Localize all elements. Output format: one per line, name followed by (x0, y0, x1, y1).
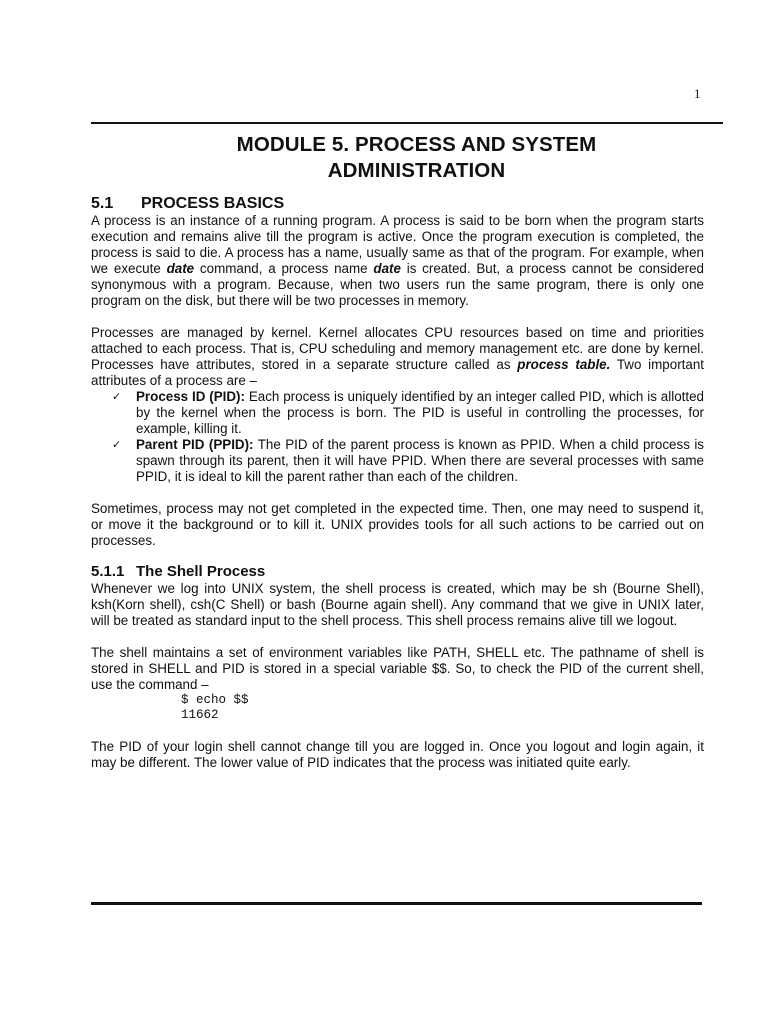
definition-ppid: The PID of the parent process is known as PPID. When a child process is spawn through its parent, then it will have PPID. When there are several processes with same PPID, it is ideal to kill the parent rather than each of the children. (136, 437, 704, 484)
text-run: Two important attributes of a process are – (91, 357, 704, 388)
module-title-line1: MODULE 5. PROCESS AND SYSTEM (236, 133, 597, 156)
text-run: Processes are managed by kernel. Kernel allocates CPU resources based on time and priorities attached to each process. That is, CPU scheduling and memory management etc. are done by kernel. Processes have attributes, stored in a separate structure called as (91, 325, 704, 372)
section-title: The Shell Process (136, 563, 266, 580)
emphasis-date: date (166, 261, 195, 276)
list-item-ppid (112, 437, 704, 485)
paragraph-process-definition (91, 213, 704, 309)
code-command: $ echo $$ (181, 693, 249, 707)
section-title: PROCESS BASICS (141, 195, 285, 212)
text-run: A process is an instance of a running program. A process is said to be born when the program starts execution and remains alive till the program is active. Once the program execution is completed, the process is said to die. A process has a name, usually same as that of the program. For example, when we execute (91, 213, 704, 276)
text-run: command, a process name (194, 261, 374, 276)
paragraph-shell-process: Whenever we log into UNIX system, the shell process is created, which may be sh (Bourne Shell), ksh(Korn shell), csh(C Shell) or bash (Bourne again shell). Any command that we give in UNIX later, will be treated as standard input to the shell process. This shell process remains alive till we logout. (91, 581, 704, 628)
section-number: 5.1 (91, 195, 114, 212)
code-output: 11662 (181, 708, 219, 722)
paragraph-kernel (91, 325, 704, 389)
paragraph-login-pid: The PID of your login shell cannot change till you are logged in. Once you logout and login again, it may be different. The lower value of PID indicates that the process was initiated quite early. (91, 739, 704, 770)
attribute-list (91, 389, 704, 485)
list-item-pid (112, 389, 704, 437)
term-pid: Process ID (PID): (136, 389, 245, 404)
emphasis-process-table: process table. (517, 357, 611, 372)
document-body (91, 128, 704, 771)
module-title (129, 132, 704, 184)
section-heading-5-1 (91, 195, 704, 213)
section-number: 5.1.1 (91, 563, 125, 580)
footer-rule (91, 902, 702, 905)
code-block (181, 693, 704, 723)
text-run: is created. But, a process cannot be considered synonymous with a program. Because, when two users run the same program, there is only one program on the disk, but there will be two processes in memory. (91, 261, 704, 308)
emphasis-date: date (373, 261, 401, 276)
paragraph-env-vars: The shell maintains a set of environment variables like PATH, SHELL etc. The pathname of shell is stored in SHELL and PID is stored in a special variable $$. So, to check the PID of the current shell, use the command – (91, 645, 704, 692)
check-mark-icon: ✓ (112, 439, 122, 451)
module-title-line2: ADMINISTRATION (327, 159, 506, 182)
check-mark-icon: ✓ (112, 391, 122, 403)
term-ppid: Parent PID (PPID): (136, 437, 254, 452)
section-heading-5-1-1 (91, 563, 704, 581)
page-number: 1 (694, 86, 701, 101)
header-rule (91, 122, 723, 124)
definition-pid: Each process is uniquely identified by an integer called PID, which is allotted by the kernel when the process is born. The PID is useful in controlling the processes, for example, killing it. (136, 389, 704, 436)
paragraph-process-control: Sometimes, process may not get completed in the expected time. Then, one may need to suspend it, or move it the background or to kill it. UNIX provides tools for all such actions to be carried out on processes. (91, 501, 704, 548)
